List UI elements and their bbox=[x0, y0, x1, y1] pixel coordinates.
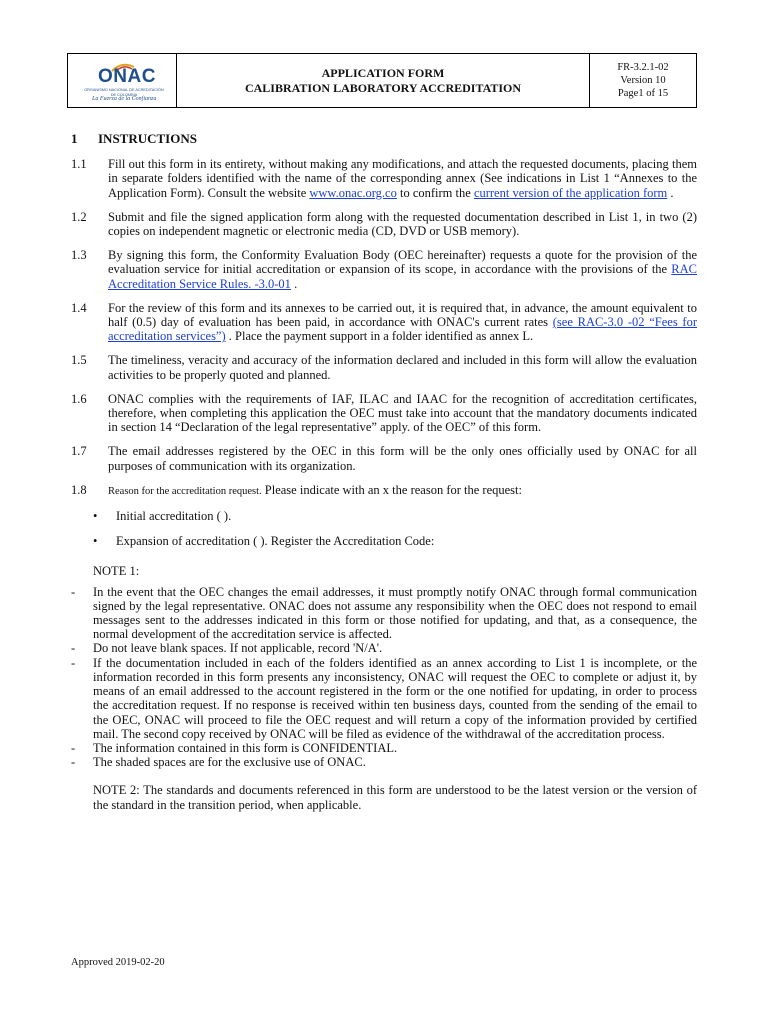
instruction-1-8 bbox=[71, 483, 697, 499]
document-body bbox=[71, 132, 697, 812]
note-1-item bbox=[71, 656, 697, 741]
instruction-1-4 bbox=[71, 301, 697, 344]
bullet-initial-accreditation bbox=[93, 509, 697, 523]
item-text: ONAC complies with the requirements of IAF, ILAC and IAAC for the recognition of accreditation certificates, therefore, when completing this application the OEC must take into account that the mandatory documents indicated in section 14 “Declaration of the legal representative” apply. of the OEC” of this form. bbox=[108, 391, 697, 435]
title-line-2: CALIBRATION LABORATORY ACCREDITATION bbox=[244, 80, 522, 95]
item-text-part: By signing this form, the Conformity Evaluation Body (OEC hereinafter) requests a quote for the provision of the evaluation service for initial accreditation or expansion of its scope, in accordance with the provisions of the bbox=[108, 248, 697, 277]
rac-rules-link[interactable]: RAC Accreditation Service Rules. -3.0-01 bbox=[108, 262, 697, 291]
item-number: 1.1 bbox=[71, 157, 87, 172]
item-number: 1.2 bbox=[71, 209, 87, 224]
section-number: 1 bbox=[71, 131, 78, 146]
bullet-icon: • bbox=[93, 509, 98, 524]
title-line-1: APPLICATION FORM bbox=[321, 65, 445, 80]
instruction-1-5 bbox=[71, 353, 697, 381]
item-text: Submit and file the signed application form along with the requested documentation described in List 1, in two (2) copies on independent magnetic or electronic media (CD, DVD or USB memory). bbox=[108, 209, 697, 239]
form-code-block bbox=[590, 54, 696, 107]
item-text-part: For the review of this form and its annexes to be carried out, it is required that, in advance, the amount equivalent to half (0.5) day of evaluation has been paid, in accordance with ONAC's current rates bbox=[108, 300, 697, 330]
item-number: 1.8 bbox=[71, 482, 87, 497]
document-header bbox=[67, 53, 697, 108]
bullet-text: Expansion of accreditation ( ). Register the Accreditation Code: bbox=[116, 534, 435, 549]
instruction-1-2 bbox=[71, 210, 697, 238]
dash-icon: - bbox=[71, 740, 76, 755]
current-version-link[interactable]: current version of the application form bbox=[473, 185, 668, 200]
note-text: Do not leave blank spaces. If not applicable, record 'N/A'. bbox=[93, 641, 383, 656]
form-title bbox=[177, 54, 590, 107]
item-text bbox=[108, 157, 697, 200]
logo-subtitle: ORGANISMO NACIONAL DE ACREDITACIÓN DE COLOMBIA bbox=[84, 88, 164, 97]
item-text: The email addresses registered by the OEC in this form will be the only ones officially used by ONAC for all purposes of communication with its organization. bbox=[108, 444, 697, 473]
instruction-1-1 bbox=[71, 157, 697, 200]
item-text-small: Reason for the accreditation request. bbox=[108, 485, 262, 497]
item-number: 1.6 bbox=[71, 391, 87, 406]
item-number: 1.5 bbox=[71, 353, 87, 368]
section-title: INSTRUCTIONS bbox=[98, 131, 197, 146]
note-text: The shaded spaces are for the exclusive use of ONAC. bbox=[93, 755, 366, 770]
note-text: In the event that the OEC changes the email addresses, it must promptly notify ONAC through formal communication signed by the legal representative. ONAC does not assume any responsibility when the OEC does not respond to email messages sent to the addresses indicated in this form or those notified for updating, and that, as a consequence, the normal development of the accreditation service is affected. bbox=[93, 584, 697, 642]
page-number: Page1 of 15 bbox=[617, 88, 669, 99]
item-text-part: . Place the payment support in a folder identified as annex L. bbox=[225, 329, 534, 344]
approval-date: Approved 2019-02-20 bbox=[71, 957, 165, 968]
note-1-title: NOTE 1: bbox=[93, 564, 140, 579]
note-1-item bbox=[71, 741, 697, 755]
item-text bbox=[108, 483, 697, 499]
instruction-1-7 bbox=[71, 444, 697, 472]
item-text: The timeliness, veracity and accuracy of the information declared and included in this form will allow the evaluation activities to be properly quoted and planned. bbox=[108, 353, 697, 382]
item-text-part: Fill out this form in its entirety, without making any modifications, and attach the requested documents, placing them in separate folders identified with the name of the corresponding annex (See indications in List 1 “Annexes to the Application Form). Consult the website bbox=[108, 157, 697, 200]
dash-icon: - bbox=[71, 584, 76, 599]
item-text-part: . bbox=[290, 276, 298, 291]
item-text-part: . bbox=[667, 185, 674, 200]
bullet-text: Initial accreditation ( ). bbox=[116, 509, 232, 524]
fees-link[interactable]: (see RAC-3.0 -02 “Fees for accreditation services”) bbox=[108, 315, 697, 344]
note-1-item bbox=[71, 641, 697, 655]
section-heading bbox=[71, 132, 697, 146]
item-number: 1.4 bbox=[71, 300, 87, 315]
instruction-1-3 bbox=[71, 248, 697, 291]
dash-icon: - bbox=[71, 655, 76, 670]
note-text: If the documentation included in each of the folders identified as an annex according to List 1 is incomplete, or the information recorded in this form presents any inconsistency, ONAC will request the OEC to complete or adjust it, by means of an email addressed to the account registered in the form or the one notified for updating, in order to process the accreditation request. If no response is received within ten business days, counted from the sending of the email to the OEC, ONAC will proceed to file the OEC request and will return a copy of the information provided by certified mail. The second copy received by ONAC will be filed as evidence of the withdrawal of the accreditation process. bbox=[93, 655, 697, 741]
dash-icon: - bbox=[71, 755, 76, 770]
note-1-item bbox=[71, 585, 697, 642]
item-text-part: to confirm the bbox=[396, 185, 474, 200]
logo-tagline: La Fuerza de la Confianza bbox=[92, 96, 157, 102]
dash-icon: - bbox=[71, 641, 76, 656]
form-code: FR-3.2.1-02 bbox=[617, 62, 669, 73]
item-number: 1.3 bbox=[71, 248, 87, 263]
item-text bbox=[108, 301, 697, 344]
instruction-1-6 bbox=[71, 392, 697, 435]
item-text bbox=[108, 248, 697, 291]
note-text: The information contained in this form is CONFIDENTIAL. bbox=[93, 740, 398, 755]
item-number: 1.7 bbox=[71, 444, 87, 459]
form-version: Version 10 bbox=[620, 75, 666, 86]
onac-logo bbox=[68, 54, 177, 107]
note-2: NOTE 2: The standards and documents referenced in this form are understood to be the latest version or the version of the standard in the transition period, when applicable. bbox=[93, 783, 697, 812]
note-1-item bbox=[71, 755, 697, 769]
logo-text: ONAC bbox=[98, 66, 156, 87]
item-text-part: Please indicate with an x the reason for the request: bbox=[261, 482, 522, 497]
onac-website-link[interactable]: www.onac.org.co bbox=[309, 185, 397, 200]
bullet-expansion-accreditation bbox=[93, 534, 697, 548]
bullet-icon: • bbox=[93, 534, 98, 549]
